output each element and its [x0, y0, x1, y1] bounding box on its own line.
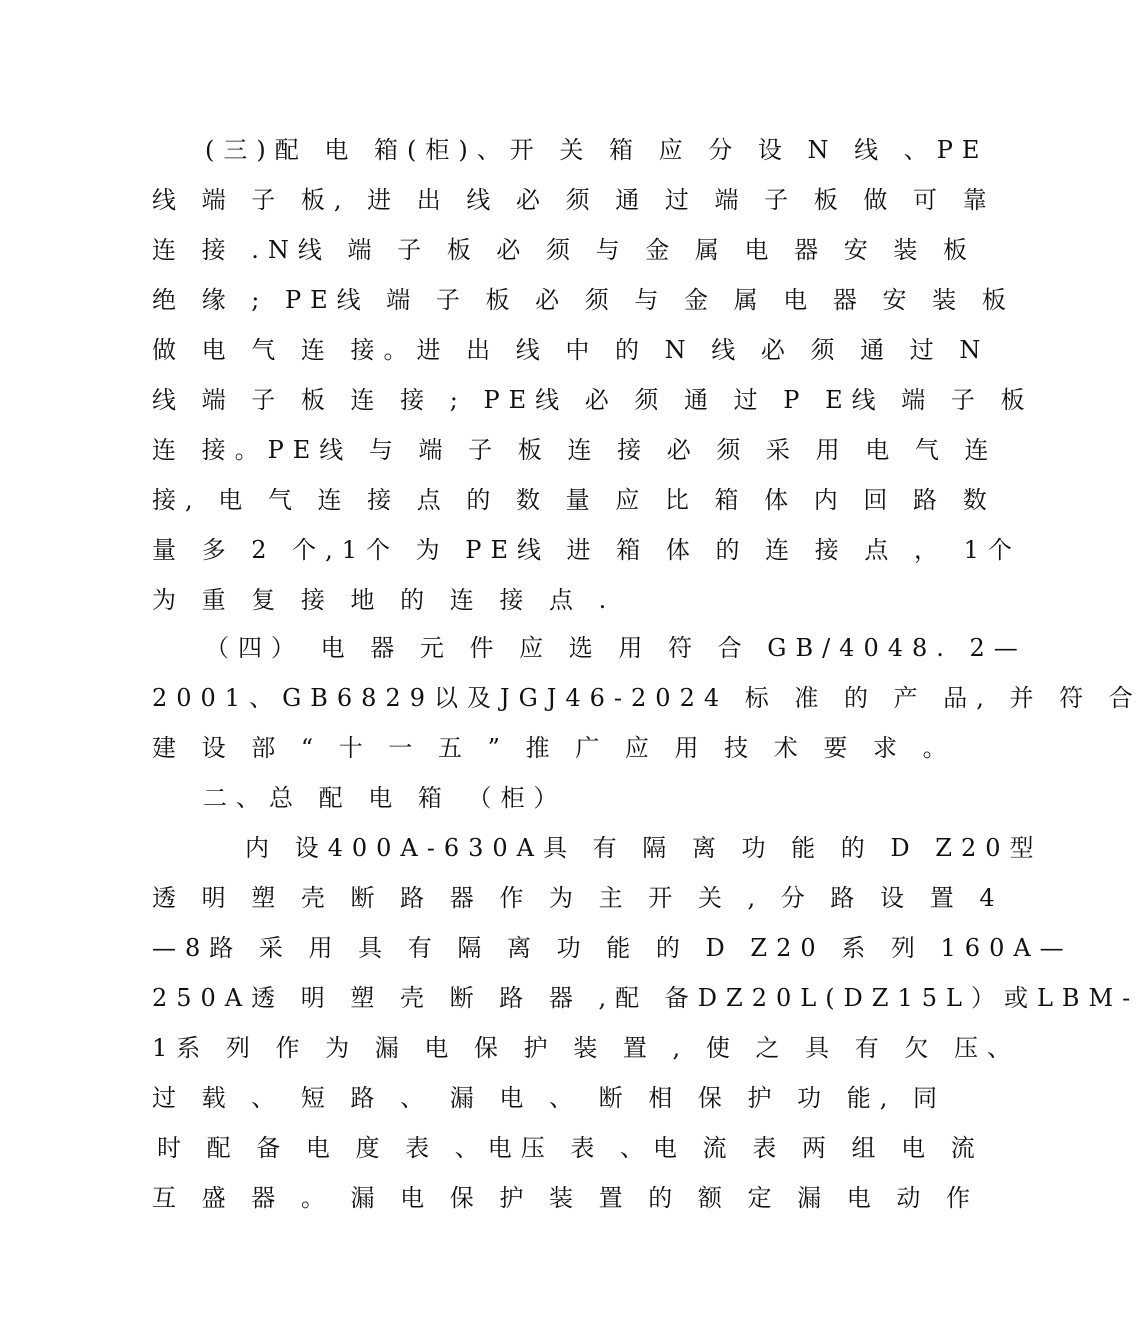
text-line: 连 接。PE线 与 端 子 板 连 接 必 须 采 用 电 气 连: [152, 436, 998, 464]
text-line: (三)配 电 箱(柜)、开 关 箱 应 分 设 N 线 、PE: [205, 136, 989, 164]
text-line: —8路 采 用 具 有 隔 离 功 能 的 D Z20 系 列 160A—: [152, 934, 1073, 962]
text-line: 线 端 子 板 连 接 ; PE线 必 须 通 过 P E线 端 子 板: [152, 386, 1034, 414]
text-line: 250A透 明 塑 壳 断 路 器 ,配 备DZ20L(DZ15L）或LBM-: [152, 984, 1140, 1012]
text-line: 绝 缘 ; PE线 端 子 板 必 须 与 金 属 电 器 安 装 板: [152, 286, 1015, 314]
text-line: 建 设 部 “ 十 一 五 ” 推 广 应 用 技 术 要 求 。: [152, 734, 956, 762]
text-line: 内 设400A-630A具 有 隔 离 功 能 的 D Z20型: [245, 834, 1043, 862]
text-line: 2001、GB6829以及JGJ46-2024 标 准 的 产 品, 并 符 合: [152, 684, 1142, 712]
text-line: 过 载 、 短 路 、 漏 电 、 断 相 保 护 功 能, 同: [152, 1084, 947, 1112]
text-line: 做 电 气 连 接。进 出 线 中 的 N 线 必 须 通 过 N: [152, 336, 990, 364]
text-line: 透 明 塑 壳 断 路 器 作 为 主 开 关 , 分 路 设 置 4: [152, 884, 1004, 912]
text-line: 连 接 .N线 端 子 板 必 须 与 金 属 电 器 安 装 板: [152, 236, 977, 264]
text-line: 时 配 备 电 度 表 、电压 表 、电 流 表 两 组 电 流: [157, 1134, 984, 1162]
text-line: （四） 电 器 元 件 应 选 用 符 合 GB/4048. 2—: [205, 634, 1027, 662]
text-line: 为 重 复 接 地 的 连 接 点 .: [152, 586, 616, 614]
text-line: 1系 列 作 为 漏 电 保 护 装 置 , 使 之 具 有 欠 压、: [152, 1034, 1020, 1062]
text-line: 接, 电 气 连 接 点 的 数 量 应 比 箱 体 内 回 路 数: [152, 486, 996, 514]
section-heading: 二、总 配 电 箱 （柜）: [203, 784, 567, 812]
text-line: 线 端 子 板, 进 出 线 必 须 通 过 端 子 板 做 可 靠: [152, 186, 996, 214]
text-line: 量 多 2 个,1个 为 PE线 进 箱 体 的 连 接 点 ， 1个: [152, 536, 1021, 564]
text-line: 互 盛 器 。 漏 电 保 护 装 置 的 额 定 漏 电 动 作: [152, 1184, 980, 1212]
